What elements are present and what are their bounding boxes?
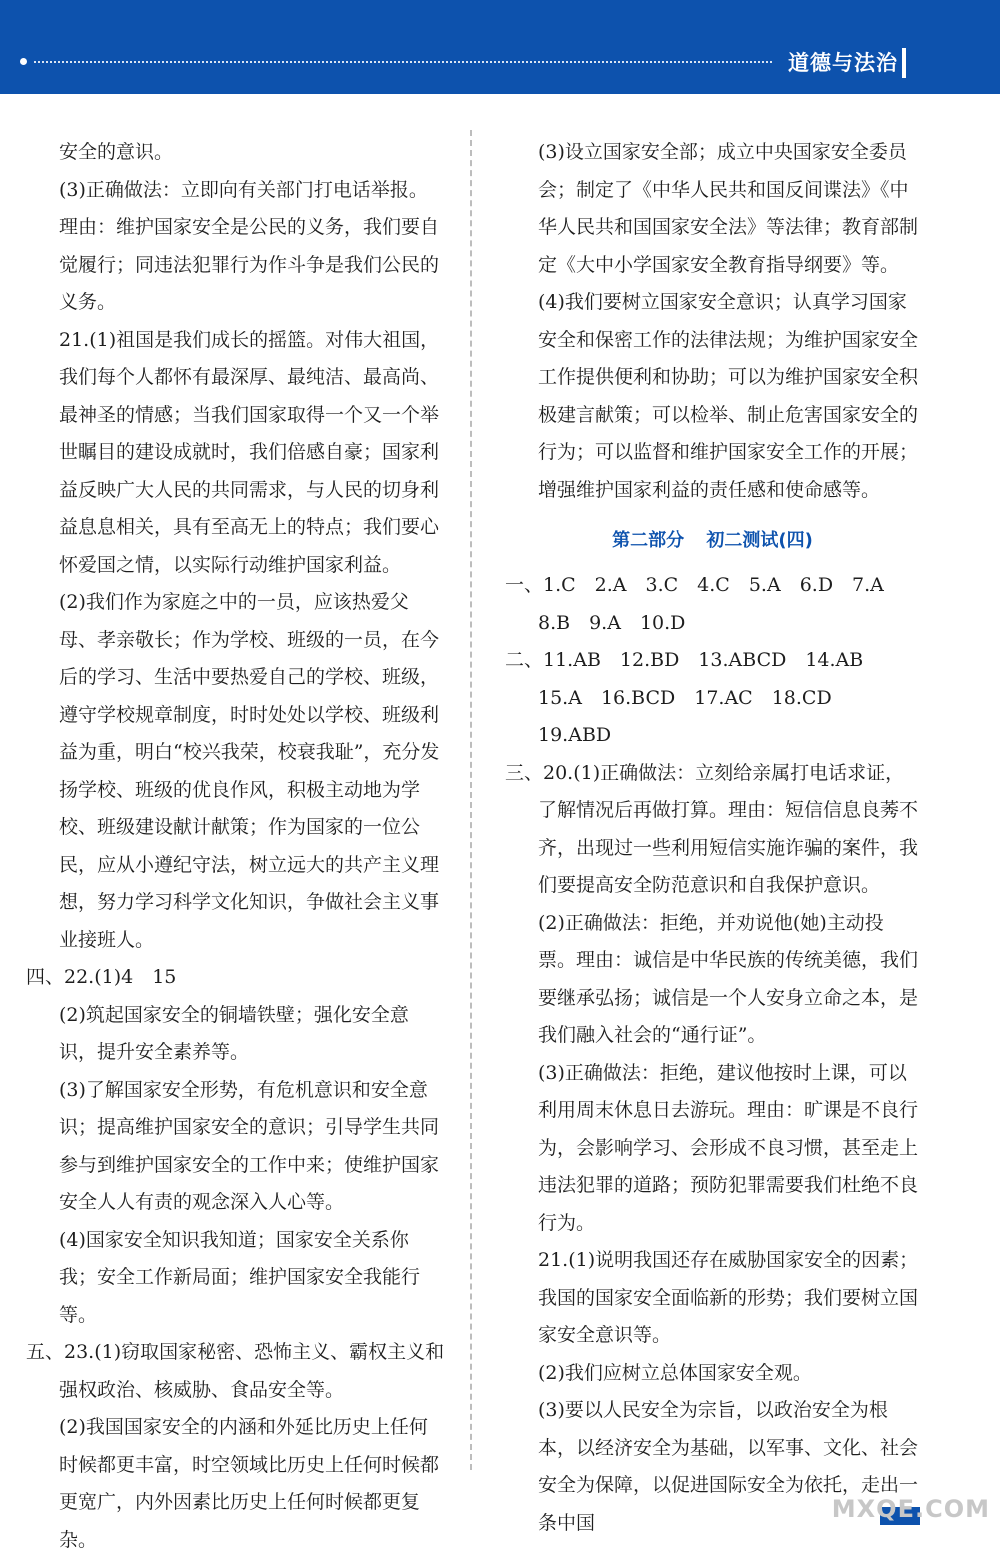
answer-paragraph: (2)我国国家安全的内涵和外延比历史上任何时候都更丰富，时空领域比历史上任何时候都更宽广，内外因素比历史上任何时候都更复杂。 <box>59 1416 440 1551</box>
page-header <box>0 0 1000 94</box>
left-column <box>26 134 446 1559</box>
section-name: 初二测试(四) <box>706 530 813 551</box>
answer-paragraph: (2)我们作为家庭之中的一员，应该热爱父母、孝亲敬长；作为学校、班级的一员，在今后的学习、生活中要热爱自己的学校、班级，遵守学校规章制度，时时处处以学校、班级利益为重，明白“校兴我荣，校衰我耻”，充分发扬学校、班级的优良作风，积极主动地为学校、班级建设献计献策；作为国家的一位公民，应从小遵纪守法，树立远大的共产主义理想，努力学习科学文化知识，争做社会主义事业接班人。 <box>59 591 440 951</box>
answer-paragraph: (3)了解国家安全形势，有危机意识和安全意识；提高维护国家安全的意识；引导学生共同参与到维护国家安全的工作中来；使维护国家安全人人有责的观念深入人心等。 <box>59 1078 440 1213</box>
answer-paragraph: (4)我们要树立国家安全意识；认真学习国家安全和保密工作的法律法规；为维护国家安全工作提供便利和协助；可以为维护国家安全积极建言献策；可以检举、制止危害国家安全的行为；可以监督和维护国家安全工作的开展；增强维护国家利益的责任感和使命感等。 <box>538 291 919 501</box>
answer-paragraph: 安全的意识。 <box>59 141 174 163</box>
answer-paragraph: (2)我们应树立总体国家安全观。 <box>538 1361 812 1384</box>
header-bar <box>902 48 906 78</box>
answer-paragraph: 三、20.(1)正确做法：立刻给亲属打电话求证，了解情况后再做打算。理由：短信信息良莠不齐，出现过一些利用短信实施诈骗的案件，我们要提高安全防范意识和自我保护意识。 <box>505 761 919 896</box>
answer-paragraph: (3)设立国家安全部；成立中央国家安全委员会；制定了《中华人民共和国反间谍法》《中华人民共和国国家安全法》等法律；教育部制定《大中小学国家安全教育指导纲要》等。 <box>538 141 919 276</box>
column-divider <box>470 130 472 1470</box>
answer-paragraph: 一、1.C 2.A 3.C 4.C 5.A 6.D 7.A 8.B 9.A 10.D <box>505 574 903 634</box>
answer-paragraph: (2)正确做法：拒绝，并劝说他(她)主动投票。理由：诚信是中华民族的传统美德，我们要继承弘扬；诚信是一个人安身立命之本，是我们融入社会的“通行证”。 <box>538 911 919 1046</box>
answer-paragraph: (3)要以人民安全为宗旨，以政治安全为根本，以经济安全为基础，以军事、文化、社会安全为保障，以促进国际安全为依托，走出一条中国 <box>538 1399 919 1534</box>
header-dotted-line <box>34 61 772 63</box>
answer-paragraph: (3)正确做法：立即向有关部门打电话举报。 <box>59 178 428 201</box>
header-dot <box>20 58 27 65</box>
answer-paragraph: 理由：维护国家安全是公民的义务，我们要自觉履行；同违法犯罪行为作斗争是我们公民的义务。 <box>59 216 440 313</box>
answer-paragraph: 四、22.(1)4 15 <box>26 966 177 988</box>
right-column-bottom <box>505 567 920 1542</box>
watermark: MXQE.COM <box>831 1495 990 1523</box>
answer-paragraph: (3)正确做法：拒绝，建议他按时上课，可以利用周末休息日去游玩。理由：旷课是不良行为，会影响学习、会形成不良习惯，甚至走上违法犯罪的道路；预防犯罪需要我们杜绝不良行为。 <box>538 1061 919 1234</box>
answer-paragraph: (2)筑起国家安全的铜墙铁壁；强化安全意识，提升安全素养等。 <box>59 1003 409 1063</box>
answer-paragraph: 二、11.AB 12.BD 13.ABCD 14.AB 15.A 16.BCD 17.AC 18.CD 19.ABD <box>505 649 883 746</box>
answer-paragraph: 五、23.(1)窃取国家秘密、恐怖主义、霸权主义和强权政治、核威胁、食品安全等。 <box>26 1341 445 1401</box>
section-title <box>505 523 920 558</box>
subject-title: 道德与法治 <box>788 51 898 75</box>
answer-paragraph: (4)国家安全知识我知道；国家安全关系你我；安全工作新局面；维护国家安全我能行等。 <box>59 1228 421 1326</box>
answer-paragraph: 21.(1)说明我国还存在威胁国家安全的因素；我国的国家安全面临新的形势；我们要树立国家安全意识等。 <box>538 1249 919 1346</box>
right-column-top <box>505 134 920 509</box>
answer-paragraph: 21.(1)祖国是我们成长的摇篮。对伟大祖国，我们每个人都怀有最深厚、最纯洁、最高尚、最神圣的情感；当我们国家取得一个又一个举世瞩目的建设成就时，我们倍感自豪；国家利益反映广大人民的共同需求，与人民的切身利益息息相关，具有至高无上的特点；我们要心怀爱国之情，以实际行动维护国家利益。 <box>59 328 440 576</box>
right-column <box>505 134 920 1542</box>
section-part: 第二部分 <box>612 530 685 551</box>
